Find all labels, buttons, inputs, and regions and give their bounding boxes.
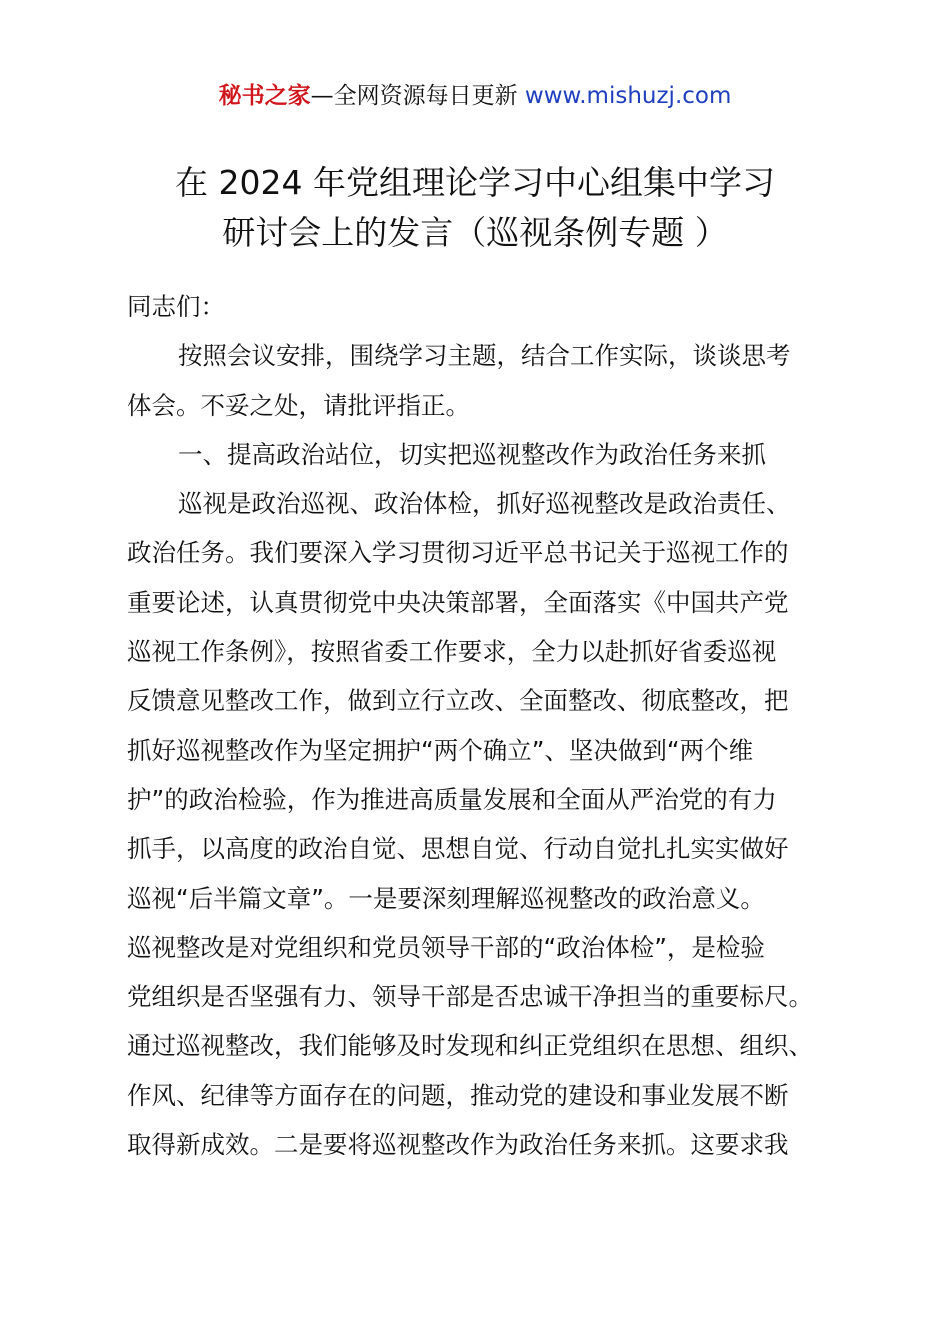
body-line: 政治任务。我们要深入学习贯彻习近平总书记关于巡视工作的 — [127, 538, 789, 568]
body-line: 巡视工作条例》，按照省委工作要求，全力以赴抓好省委巡视 — [127, 637, 777, 667]
body-line: 巡视是政治巡视、政治体检，抓好巡视整改是政治责任、 — [178, 489, 791, 519]
salutation: 同志们： — [127, 292, 225, 321]
site-brand: 秘书之家 — [218, 83, 311, 109]
body-line: 通过巡视整改，我们能够及时发现和纠正党组织在思想、组织、 — [127, 1031, 813, 1061]
site-url-link[interactable]: www.mishuzj.com — [524, 83, 732, 109]
site-header — [0, 80, 950, 112]
body-line: 反馈意见整改工作，做到立行立改、全面整改、彻底整改，把 — [127, 686, 789, 716]
body-line: 护”的政治检验，作为推进高质量发展和全面从严治党的有力 — [127, 784, 777, 814]
body-line: 重要论述，认真贯彻党中央决策部署，全面落实《中国共产党 — [127, 587, 789, 617]
body-line: 党组织是否坚强有力、领导干部是否忠诚干净担当的重要标尺。 — [127, 982, 813, 1012]
title-line-2: 研讨会上的发言（巡视条例专题 ） — [222, 213, 728, 252]
body-line: 巡视“后半篇文章”。一是要深刻理解巡视整改的政治意义。 — [127, 883, 765, 913]
body-line: 体会。不妥之处，请批评指正。 — [127, 390, 470, 420]
document-body — [127, 282, 835, 1169]
site-tagline: —全网资源每日更新 — [310, 83, 525, 109]
body-line: 按照会议安排，围绕学习主题，结合工作实际，谈谈思考 — [178, 341, 791, 371]
title-line-1: 在 2024 年党组理论学习中心组集中学习 — [175, 163, 775, 202]
body-line: 抓好巡视整改作为坚定拥护“两个确立”、坚决做到“两个维 — [127, 735, 754, 765]
body-line: 抓手，以高度的政治自觉、思想自觉、行动自觉扎扎实实做好 — [127, 834, 789, 864]
body-line: 巡视整改是对党组织和党员领导干部的“政治体检”，是检验 — [127, 932, 765, 962]
document-title — [0, 158, 950, 258]
body-line: 取得新成效。二是要将巡视整改作为政治任务来抓。这要求我 — [127, 1130, 789, 1160]
body-line: 作风、纪律等方面存在的问题，推动党的建设和事业发展不断 — [127, 1080, 789, 1110]
section-heading: 一、提高政治站位，切实把巡视整改作为政治任务来抓 — [178, 439, 766, 469]
